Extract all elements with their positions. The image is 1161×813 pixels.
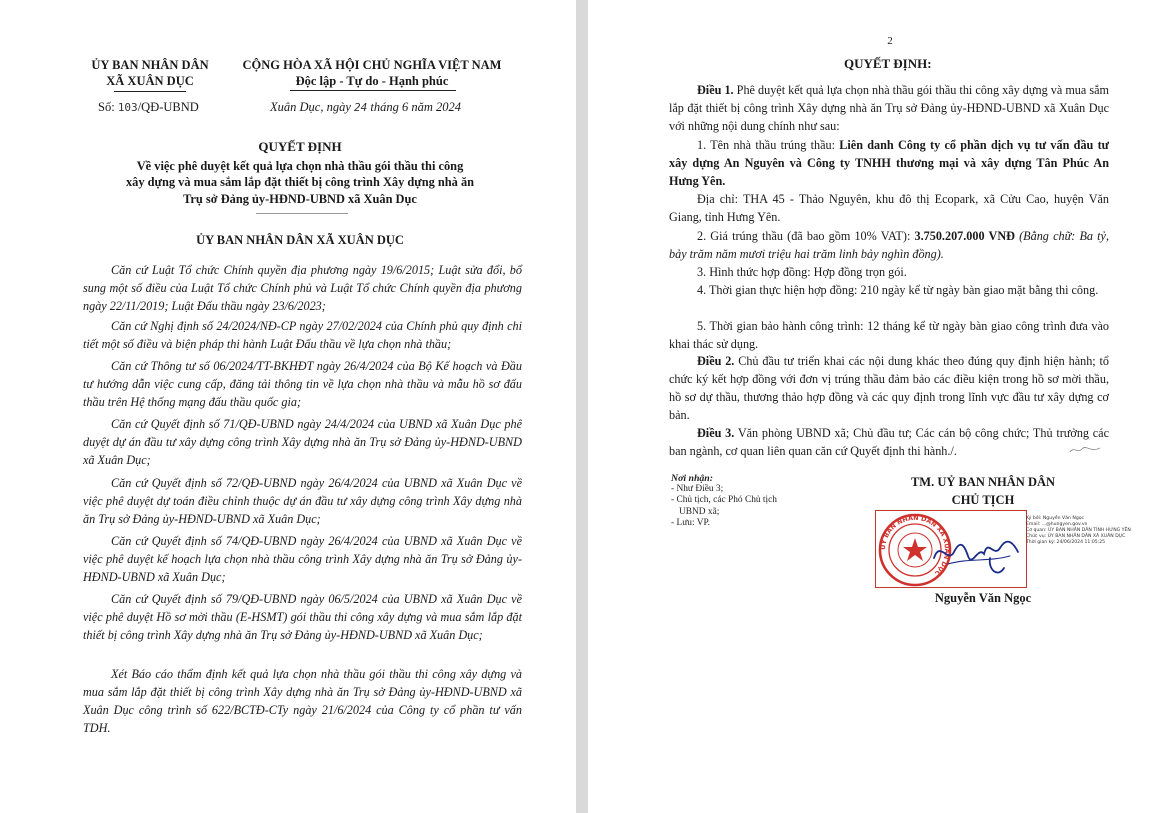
legal-basis [83, 261, 522, 315]
ground-text: Căn cứ Quyết định số 74/QĐ-UBND ngày 26/4/2024 của UBND xã Xuân Dục về việc phê duyệt kế hoạch lựa chọn nhà thầu công trình Xây dựng nhà ăn Trụ sở Đảng ủy-HĐND-UBND xã Xuân Dục; [83, 534, 522, 585]
subject-line: xây dựng và mua sắm lắp đặt thiết bị công trình Xây dựng nhà ăn [125, 175, 475, 190]
recipient-item: - Chủ tịch, các Phó Chủ tịch [671, 495, 777, 506]
doc-no-prefix: Số: [98, 100, 118, 114]
ground-text: Căn cứ Quyết định số 79/QĐ-UBND ngày 06/5/2024 của UBND xã Xuân Dục về việc phê duyệt Hồ sơ mời thầu (E-HSMT) gói thầu thi công xây dựng và mua sắm lắp đặt thiết bị công trình Xây dựng nhà ăn Trụ sở Đảng ủy-HĐND-UBND xã Xuân Dục; [83, 592, 522, 643]
article-text: Phê duyệt kết quả lựa chọn nhà thầu gói thầu thi công xây dựng và mua sắm lắp đặt thiết bị công trình Xây dựng nhà ăn Trụ sở Đảng ủy-HĐND-UBND xã Xuân Dục với những nội dung chính như sau: [669, 83, 1110, 134]
ground-text: Căn cứ Nghị định số 24/2024/NĐ-CP ngày 27/02/2024 của Chính phủ quy định chi tiết một số điều và biện pháp thi hành Luật Đấu thầu về lựa chọn nhà thầu; [83, 319, 522, 352]
doc-no-suffix: /QĐ-UBND [137, 100, 199, 114]
issuing-agency [80, 57, 220, 89]
article-text: Chủ đầu tư triển khai các nội dung khác theo đúng quy định hiện hành; tổ chức ký kết hợp đồng với đơn vị trúng thầu đảm bảo các điều kiện trong hồ sơ mời thầu, hồ sơ dự thầu, thương thảo hợp đồng và các quy định trong lĩnh vực đầu tư xây dựng cơ bản. [669, 354, 1109, 423]
recipient-item: UBND xã; [679, 506, 720, 517]
document-title: QUYẾT ĐỊNH [258, 139, 342, 154]
article-3 [669, 424, 1109, 460]
document-page-1 [0, 0, 576, 813]
issue-date [270, 100, 461, 115]
legal-basis [83, 357, 522, 411]
recipient-item: - Lưu: VP. [671, 517, 711, 528]
initials-mark [1068, 444, 1102, 456]
legal-basis [83, 590, 522, 644]
legal-basis [83, 317, 522, 353]
sig-line: Ký bởi: Nguyễn Văn Ngọc [1026, 516, 1085, 521]
article-1 [669, 81, 1109, 135]
legal-basis [83, 532, 522, 586]
agency-line-1: ỦY BAN NHÂN DÂN [91, 58, 209, 72]
legal-basis [83, 665, 522, 737]
national-header [230, 57, 514, 89]
motto-underline [290, 90, 456, 91]
seal-text: UỶ BAN NHÂN DÂN XÃ XUÂN DỤC [878, 513, 952, 578]
doc-no-value: 103 [117, 101, 138, 114]
decision-heading: QUYẾT ĐỊNH: [844, 56, 932, 71]
bidder-name: Liên danh Công ty cổ phần dịch vụ tư vấn đầu tư xây dựng An Nguyên và Công ty TNHH thương mại và xây dựng Tân Phúc An Hưng Yên. [669, 138, 1109, 189]
sign-on-behalf: TM. UỶ BAN NHÂN DÂN [910, 475, 1056, 489]
article-2 [669, 352, 1109, 424]
ground-text: Xét Báo cáo thẩm định kết quả lựa chọn nhà thầu gói thầu thi công xây dựng và mua sắm lắp đặt thiết bị công trình Xây dựng nhà ăn Trụ sở Đảng ủy-HĐND-UBND xã Xuân Dục công trình số 622/BCTĐ-CTy ngày 21/6/2024 của Công ty cổ phần tư vấn TDH. [83, 667, 522, 736]
article-label: Điều 2. [697, 354, 735, 368]
item-text: 4. Thời gian thực hiện hợp đồng: 210 ngày kể từ ngày bàn giao mặt bằng thi công. [697, 283, 1099, 297]
sig-line: Cơ quan: ỦY BAN NHÂN DÂN TỈNH HƯNG YÊN [1026, 528, 1131, 533]
issuing-authority: ỦY BAN NHÂN DÂN XÃ XUÂN DỤC [196, 233, 404, 247]
price-in-words: (Bằng chữ: Ba tỷ, bảy trăm năm mươi triệu hai trăm linh bảy nghìn đồng). [669, 229, 1109, 262]
item-text: 3. Hình thức hợp đồng: Hợp đồng trọn gói. [697, 265, 907, 279]
handwritten-signature-icon [928, 518, 1028, 584]
winning-price [669, 227, 1109, 263]
sig-line: Email: ...@hungyen.gov.vn [1026, 522, 1088, 527]
digital-signature-info [1026, 516, 1161, 546]
date-suffix: tháng 6 năm 2024 [367, 100, 462, 114]
contract-duration [669, 281, 1109, 299]
article-text: Văn phòng UBND xã; Chủ đầu tư; Các cán bộ công chức; Thủ trưởng các ban ngành, cơ quan liên quan căn cứ Quyết định thi hành./. [669, 426, 1109, 459]
ground-text: Căn cứ Quyết định số 72/QĐ-UBND ngày 26/4/2024 của UBND xã Xuân Dục về việc phê duyệt dự toán điều chỉnh thuộc dự án đầu tư xây dựng công trình Xây dựng nhà ăn Trụ sở Đảng ủy-HĐND-UBND xã Xuân Dục; [83, 476, 522, 527]
date-prefix: Xuân Dục, ngày [270, 100, 355, 114]
sig-line: Thời gian ký: 24/06/2024 11:05:25 [1026, 540, 1106, 545]
bidder-address [669, 190, 1109, 226]
warranty-period [669, 317, 1109, 353]
recipient-item: - Như Điều 3; [671, 484, 724, 495]
agency-underline [114, 91, 186, 92]
recipients-block [671, 473, 777, 529]
nation-motto: Độc lập - Tự do - Hạnh phúc [295, 74, 449, 88]
nation-line-1: CỘNG HÒA XÃ HỘI CHỦ NGHĨA VIỆT NAM [242, 58, 502, 72]
document-page-2 [588, 0, 1161, 813]
item-label: 1. Tên nhà thầu trúng thầu: [697, 138, 840, 152]
item-text: 5. Thời gian bảo hành công trình: 12 tháng kể từ ngày bàn giao công trình đưa vào khai thác sử dụng. [669, 319, 1109, 352]
document-subject [60, 158, 540, 207]
sign-title: CHỦ TỊCH [951, 493, 1015, 507]
document-number [98, 100, 199, 115]
article-label: Điều 3. [697, 426, 735, 440]
subject-line: Trụ sở Đảng ủy-HĐND-UBND xã Xuân Dục [183, 191, 417, 206]
ground-text: Căn cứ Luật Tổ chức Chính quyền địa phương ngày 19/6/2015; Luật sửa đổi, bổ sung một số điều của Luật Tổ chức Chính phủ và Luật Tổ chức Chính quyền địa phương ngày 22/11/2019; Luật Đấu thầu ngày 23/6/2023; [83, 263, 522, 314]
subject-divider [256, 213, 348, 214]
sig-line: Chức vụ: ỦY BAN NHÂN DÂN XÃ XUÂN DỤC [1026, 534, 1126, 539]
page-gutter [576, 0, 588, 813]
recipients-title: Nơi nhận: [671, 473, 714, 484]
ground-text: Căn cứ Thông tư số 06/2024/TT-BKHĐT ngày 26/4/2024 của Bộ Kế hoạch và Đầu tư hướng dẫn việc cung cấp, đăng tải thông tin về lựa chọn nhà thầu và mẫu hồ sơ đấu thầu trên Hệ thống mạng đấu thầu quốc gia; [83, 359, 522, 410]
subject-line: Về việc phê duyệt kết quả lựa chọn nhà thầu gói thầu thi công [136, 159, 464, 173]
signature-heading [878, 473, 1088, 509]
page-number: 2 [887, 35, 893, 47]
date-day: 24 [354, 101, 368, 114]
agency-line-2: XÃ XUÂN DỤC [106, 74, 194, 88]
signer-name: Nguyễn Văn Ngọc [934, 591, 1032, 605]
ground-text: Căn cứ Quyết định số 71/QĐ-UBND ngày 24/4/2024 của UBND xã Xuân Dục phê duyệt dự án đầu tư xây dựng công trình Xây dựng nhà ăn Trụ sở Đảng ủy-HĐND-UBND xã Xuân Dục; [83, 417, 522, 468]
price-value: 3.750.207.000 VNĐ [914, 229, 1015, 243]
legal-basis [83, 415, 522, 469]
contract-type [669, 263, 1109, 281]
article-label: Điều 1. [697, 83, 734, 97]
winning-bidder [669, 136, 1109, 190]
address-text: Địa chỉ: THA 45 - Thảo Nguyên, khu đô thị Ecopark, xã Cửu Cao, huyện Văn Giang, tỉnh Hưng Yên. [669, 192, 1109, 225]
legal-basis [83, 474, 522, 528]
item-label: 2. Giá trúng thầu (đã bao gồm 10% VAT): [697, 229, 915, 243]
